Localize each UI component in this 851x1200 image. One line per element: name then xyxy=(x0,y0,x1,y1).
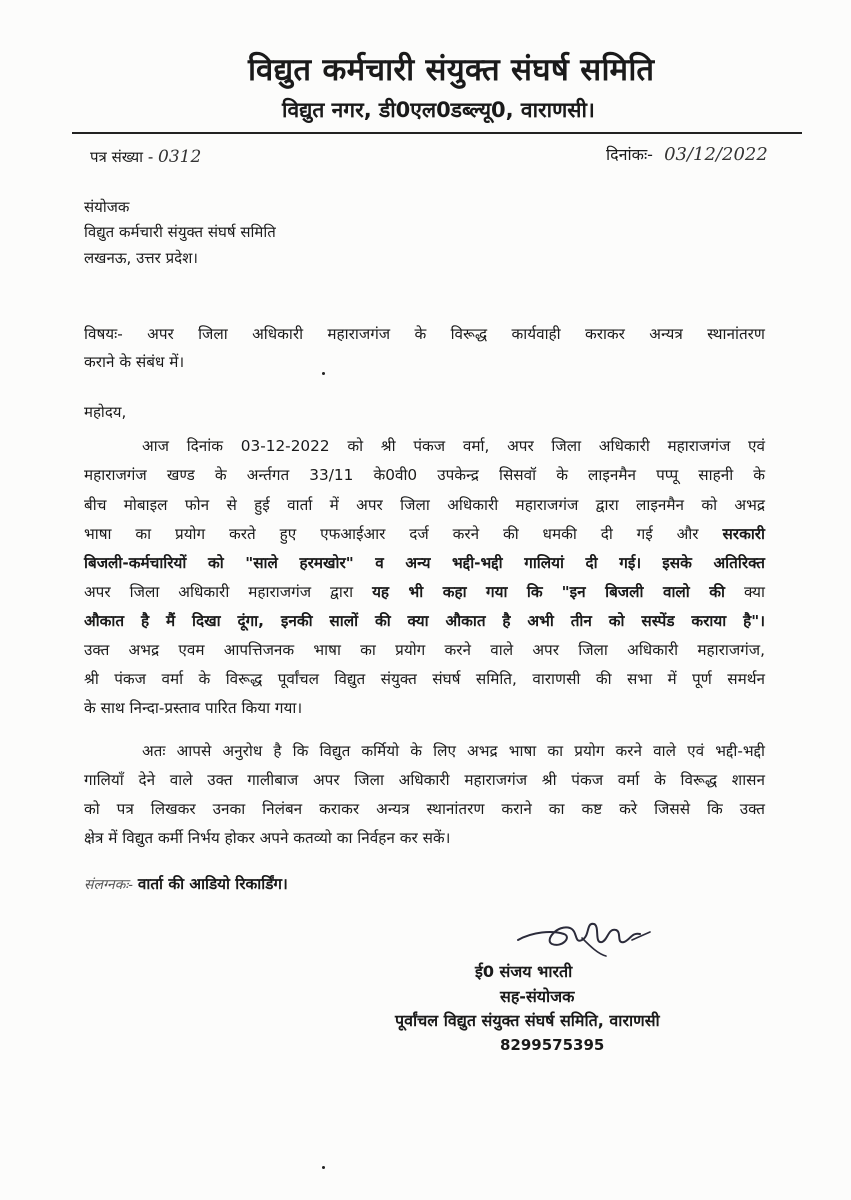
signatory-phone: 8299575395 xyxy=(500,1036,605,1054)
para1-line-3: बीच मोबाइल फोन से हुई वार्ता में अपर जिला अधिकारी महाराजगंज द्वारा लाइनमैन को अभद्र xyxy=(84,496,765,514)
org-title: विद्युत कर्मचारी संयुक्त संघर्ष समिति xyxy=(248,52,655,88)
recipient-location: लखनऊ, उत्तर प्रदेश। xyxy=(84,249,198,267)
enclosure-text: वार्ता की आडियो रिकार्डिंग। xyxy=(137,875,288,893)
subject-line-2: कराने के संबंध में। xyxy=(84,353,185,371)
recipient-org: विद्युत कर्मचारी संयुक्त संघर्ष समिति xyxy=(84,223,276,241)
ink-dot xyxy=(322,372,325,375)
ref-label: पत्र संख्या - xyxy=(90,148,154,166)
para1-line-4-bold: सरकारी xyxy=(722,525,765,543)
header-divider xyxy=(72,132,802,134)
enclosure-label: संलग्नकः- xyxy=(84,877,133,893)
para2-line-4: क्षेत्र में विद्युत कर्मी निर्भय होकर अपने कतव्यो का निर्वहन कर सकें। xyxy=(84,829,451,847)
para1-line-6-text: अपर जिला अधिकारी महाराजगंज द्वारा xyxy=(84,583,354,601)
para1-line-9: श्री पंकज वर्मा के विरूद्ध पूर्वांचल विद्युत संयुक्त संघर्ष समिति, वाराणसी की सभा में पूर्ण समर्थन xyxy=(84,670,765,688)
para1-line-8: उक्त अभद्र एवम आपत्तिजनक भाषा का प्रयोग करने वाले अपर जिला अधिकारी महाराजगंज, xyxy=(84,641,765,659)
date-label: दिनांकः- xyxy=(606,145,653,164)
date-line xyxy=(606,143,768,165)
org-address: विद्युत नगर, डी0एल0डब्ल्यू0, वाराणसी। xyxy=(282,98,595,122)
date-value: 03/12/2022 xyxy=(664,144,768,165)
para1-line-10: के साथ निन्दा-प्रस्ताव पारित किया गया। xyxy=(84,699,303,717)
signature-image xyxy=(512,910,662,960)
para1-line-4-text: भाषा का प्रयोग करते हुए एफआईआर दर्ज करने की धमकी दी गई और xyxy=(84,525,699,543)
para1-line-5-bold: बिजली-कर्मचारियों को "साले हरमखोर" व अन्य भद्दी-भद्दी गालियां दी गई। xyxy=(84,554,642,572)
para2-line-1: अतः आपसे अनुरोध है कि विद्युत कर्मियो के लिए अभद्र भाषा का प्रयोग करने वाले एवं भद्दी-भद्दी xyxy=(142,742,765,760)
salutation: महोदय, xyxy=(84,403,127,421)
reference-line xyxy=(90,147,201,167)
para1-line-6-bold: यह भी कहा गया कि xyxy=(372,583,543,601)
enclosure-line xyxy=(84,874,288,894)
ref-number: 0312 xyxy=(158,147,202,167)
signatory-name: ई0 संजय भारती xyxy=(475,962,573,981)
para1-line-6-quote: "इन बिजली वालो की xyxy=(561,583,725,601)
para1-line-1: आज दिनांक 03-12-2022 को श्री पंकज वर्मा, अपर जिला अधिकारी महाराजगंज एवं xyxy=(142,437,765,455)
para2-line-2: गालियाँ देने वाले उक्त गालीबाज अपर जिला अधिकारी महाराजगंज श्री पंकज वर्मा के विरूद्ध शासन xyxy=(84,771,765,789)
para1-line-5 xyxy=(84,553,765,573)
para1-line-5-bold-tail: इसके अतिरिक्त xyxy=(662,554,765,572)
ink-dot xyxy=(322,1166,325,1169)
signatory-designation: सह-संयोजक xyxy=(500,987,575,1006)
subject-line-1: विषयः- अपर जिला अधिकारी महाराजगंज के विरूद्ध कार्यवाही कराकर अन्यत्र स्थानांतरण xyxy=(84,325,765,343)
para1-line-2: महाराजगंज खण्ड के अर्न्तगत 33/11 के0वी0 उपकेन्द्र सिसवॉ के लाइनमैन पप्पू साहनी के xyxy=(84,466,765,484)
signatory-org: पूर्वांचल विद्युत संयुक्त संघर्ष समिति, वाराणसी xyxy=(395,1011,660,1030)
para1-line-4 xyxy=(84,524,765,544)
para1-line-7: औकात है मैं दिखा दूंगा, इनकी सालों की क्या औकात है अभी तीन को सस्पेंड कराया है"। xyxy=(84,612,765,630)
para1-line-6-tail: क्या xyxy=(743,583,765,601)
recipient-title: संयोजक xyxy=(84,198,130,216)
para2-line-3: को पत्र लिखकर उनका निलंबन कराकर अन्यत्र स्थानांतरण कराने का कष्ट करे जिससे कि उक्त xyxy=(84,800,765,818)
para1-line-6 xyxy=(84,582,765,602)
